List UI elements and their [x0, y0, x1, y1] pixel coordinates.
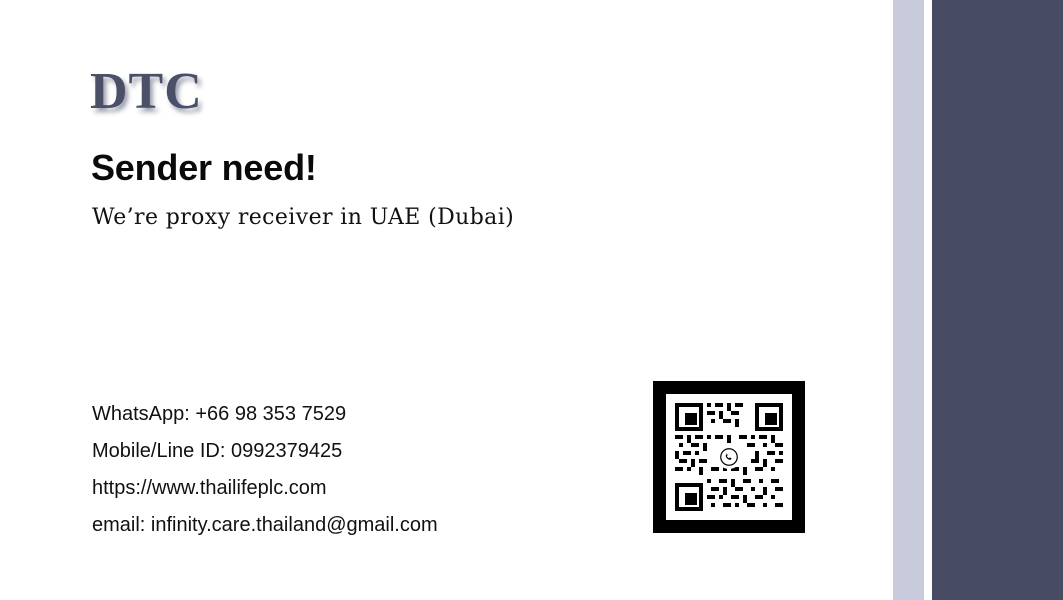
contact-mobile-line: Mobile/Line ID: 0992379425: [92, 440, 343, 462]
contact-website[interactable]: https://www.thailifeplc.com: [92, 477, 327, 499]
contact-email[interactable]: email: infinity.care.thailand@gmail.com: [92, 514, 438, 536]
page-title: Sender need!: [91, 147, 317, 188]
company-logo: DTC: [90, 63, 203, 120]
decorative-bar-light: [893, 0, 924, 600]
qr-finder-top-right: [755, 403, 783, 431]
qr-module-grid: [675, 403, 783, 511]
page-subtitle: We’re proxy receiver in UAE (Dubai): [92, 205, 515, 230]
qr-finder-top-left: [675, 403, 703, 431]
decorative-bar-dark: [932, 0, 1063, 600]
contact-list: [92, 396, 438, 544]
whatsapp-icon: [717, 445, 741, 469]
contact-whatsapp: WhatsApp: +66 98 353 7529: [92, 403, 347, 425]
qr-quiet-zone: [666, 394, 792, 520]
qr-finder-bottom-left: [675, 483, 703, 511]
whatsapp-qr-code[interactable]: [653, 381, 805, 533]
